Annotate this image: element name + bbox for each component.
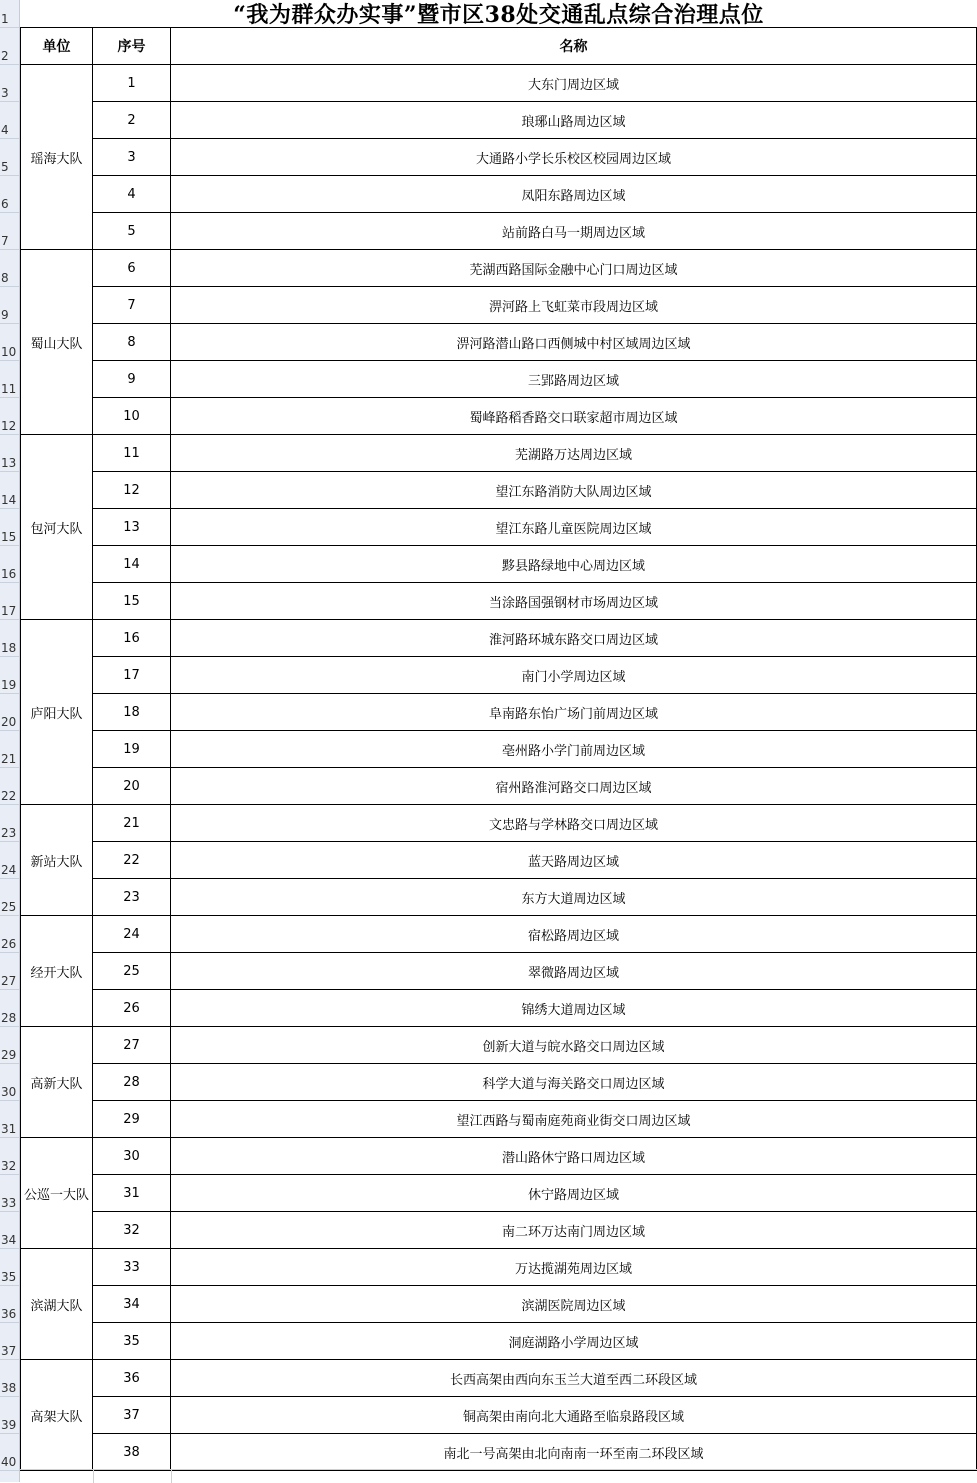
table-row <box>21 139 977 176</box>
name-cell[interactable]: 蓝天路周边区域 <box>171 842 977 879</box>
name-cell[interactable]: 大通路小学长乐校区校园周边区域 <box>171 139 977 176</box>
table-body <box>21 65 977 1471</box>
num-cell[interactable]: 19 <box>93 731 171 768</box>
num-cell[interactable]: 3 <box>93 139 171 176</box>
name-cell[interactable]: 蜀峰路稻香路交口联家超市周边区域 <box>171 398 977 435</box>
num-cell[interactable]: 34 <box>93 1286 171 1323</box>
sheet-title[interactable]: “我为群众办实事”暨市区38处交通乱点综合治理点位 <box>233 2 764 27</box>
num-cell[interactable]: 17 <box>93 657 171 694</box>
name-cell[interactable]: 望江西路与蜀南庭苑商业街交口周边区域 <box>171 1101 977 1138</box>
num-cell[interactable]: 14 <box>93 546 171 583</box>
num-cell[interactable]: 35 <box>93 1323 171 1360</box>
row-number[interactable]: 32 <box>1 1159 17 1173</box>
name-cell[interactable]: 阜南路东怡广场门前周边区域 <box>171 694 977 731</box>
row-number[interactable]: 2 <box>1 49 9 63</box>
num-cell[interactable]: 31 <box>93 1175 171 1212</box>
table-row <box>21 1286 977 1323</box>
table-row <box>21 990 977 1027</box>
name-cell[interactable]: 宿松路周边区域 <box>171 916 977 953</box>
num-cell[interactable]: 5 <box>93 213 171 250</box>
name-cell[interactable]: 南门小学周边区域 <box>171 657 977 694</box>
row-number[interactable]: 22 <box>1 789 17 803</box>
row-number[interactable]: 26 <box>1 937 17 951</box>
table-row <box>21 65 977 102</box>
table-row <box>21 657 977 694</box>
row-number[interactable]: 37 <box>1 1344 17 1358</box>
unit-cell[interactable]: 庐阳大队 <box>21 620 93 805</box>
name-cell[interactable]: 芜湖西路国际金融中心门口周边区域 <box>171 250 977 287</box>
name-cell[interactable]: 淠河路潜山路口西侧城中村区域周边区域 <box>171 324 977 361</box>
row-number[interactable]: 35 <box>1 1270 17 1284</box>
num-cell[interactable]: 16 <box>93 620 171 657</box>
name-cell[interactable]: 亳州路小学门前周边区域 <box>171 731 977 768</box>
table-row <box>21 805 977 842</box>
name-cell[interactable]: 洞庭湖路小学周边区域 <box>171 1323 977 1360</box>
table-row <box>21 583 977 620</box>
num-cell[interactable]: 30 <box>93 1138 171 1175</box>
row-number[interactable]: 33 <box>1 1196 17 1210</box>
row-number[interactable]: 31 <box>1 1122 17 1136</box>
name-cell[interactable]: 芜湖路万达周边区域 <box>171 435 977 472</box>
table-row <box>21 250 977 287</box>
name-cell[interactable]: 科学大道与海关路交口周边区域 <box>171 1064 977 1101</box>
name-cell[interactable]: 当涂路国强钢材市场周边区域 <box>171 583 977 620</box>
table-row <box>21 842 977 879</box>
row-number[interactable]: 29 <box>1 1048 17 1062</box>
name-cell[interactable]: 望江东路消防大队周边区域 <box>171 472 977 509</box>
row-number[interactable]: 40 <box>1 1455 17 1469</box>
row-number[interactable]: 12 <box>1 419 17 433</box>
row-number[interactable]: 34 <box>1 1233 17 1247</box>
table-row <box>21 176 977 213</box>
row-number[interactable]: 18 <box>1 641 17 655</box>
unit-cell[interactable]: 包河大队 <box>21 435 93 620</box>
header-unit[interactable]: 单位 <box>21 28 93 65</box>
num-cell[interactable]: 10 <box>93 398 171 435</box>
num-cell[interactable]: 8 <box>93 324 171 361</box>
table-row <box>21 1323 977 1360</box>
table-row <box>21 361 977 398</box>
name-cell[interactable]: 三郢路周边区域 <box>171 361 977 398</box>
num-cell[interactable]: 11 <box>93 435 171 472</box>
num-cell[interactable]: 27 <box>93 1027 171 1064</box>
name-cell[interactable]: 锦绣大道周边区域 <box>171 990 977 1027</box>
table-row <box>21 398 977 435</box>
num-cell[interactable]: 15 <box>93 583 171 620</box>
header-num[interactable]: 序号 <box>93 28 171 65</box>
table-row <box>21 731 977 768</box>
row-number[interactable]: 28 <box>1 1011 17 1025</box>
name-cell[interactable]: 万达揽湖苑周边区域 <box>171 1249 977 1286</box>
table-row <box>21 509 977 546</box>
data-table <box>20 27 977 1471</box>
table-row <box>21 620 977 657</box>
num-cell[interactable]: 36 <box>93 1360 171 1397</box>
unit-cell[interactable]: 经开大队 <box>21 916 93 1027</box>
name-cell[interactable]: 淮河路环城东路交口周边区域 <box>171 620 977 657</box>
row-number[interactable]: 20 <box>1 715 17 729</box>
name-cell[interactable]: 南北一号高架由北向南南一环至南二环段区域 <box>171 1434 977 1471</box>
num-cell[interactable]: 33 <box>93 1249 171 1286</box>
table-row <box>21 102 977 139</box>
unit-cell[interactable]: 滨湖大队 <box>21 1249 93 1360</box>
table-row <box>21 287 977 324</box>
num-cell[interactable]: 25 <box>93 953 171 990</box>
unit-cell[interactable]: 瑶海大队 <box>21 65 93 250</box>
empty-row[interactable] <box>20 1469 977 1483</box>
row-number[interactable]: 14 <box>1 493 17 507</box>
name-cell[interactable]: 东方大道周边区域 <box>171 879 977 916</box>
row-number[interactable]: 17 <box>1 604 17 618</box>
row-number[interactable]: 23 <box>1 826 17 840</box>
unit-cell[interactable]: 新站大队 <box>21 805 93 916</box>
row-number[interactable]: 39 <box>1 1418 17 1432</box>
num-cell[interactable]: 24 <box>93 916 171 953</box>
num-cell[interactable]: 23 <box>93 879 171 916</box>
num-cell[interactable]: 18 <box>93 694 171 731</box>
row-number[interactable]: 3 <box>1 86 9 100</box>
row-number[interactable]: 21 <box>1 752 17 766</box>
num-cell[interactable]: 28 <box>93 1064 171 1101</box>
row-number[interactable]: 8 <box>1 271 9 285</box>
name-cell[interactable]: 铜高架由南向北大通路至临泉路段区域 <box>171 1397 977 1434</box>
name-cell[interactable]: 大东门周边区域 <box>171 65 977 102</box>
row-number[interactable]: 15 <box>1 530 17 544</box>
table-row <box>21 694 977 731</box>
num-cell[interactable]: 37 <box>93 1397 171 1434</box>
row-number[interactable]: 9 <box>1 308 9 322</box>
table-row <box>21 1027 977 1064</box>
name-cell[interactable]: 滨湖医院周边区域 <box>171 1286 977 1323</box>
name-cell[interactable]: 琅琊山路周边区域 <box>171 102 977 139</box>
table-row <box>21 213 977 250</box>
num-cell[interactable]: 38 <box>93 1434 171 1471</box>
row-number[interactable]: 16 <box>1 567 17 581</box>
table-row <box>21 916 977 953</box>
row-number[interactable]: 10 <box>1 345 17 359</box>
num-cell[interactable]: 1 <box>93 65 171 102</box>
table-row <box>21 953 977 990</box>
row-number[interactable]: 27 <box>1 974 17 988</box>
name-cell[interactable]: 黟县路绿地中心周边区域 <box>171 546 977 583</box>
table-row <box>21 1249 977 1286</box>
row-number[interactable]: 38 <box>1 1381 17 1395</box>
num-cell[interactable]: 20 <box>93 768 171 805</box>
name-cell[interactable]: 站前路白马一期周边区域 <box>171 213 977 250</box>
row-number[interactable]: 13 <box>1 456 17 470</box>
row-number[interactable]: 6 <box>1 197 9 211</box>
row-number[interactable]: 19 <box>1 678 17 692</box>
num-cell[interactable]: 21 <box>93 805 171 842</box>
row-header-column <box>0 0 20 1482</box>
table-row <box>21 879 977 916</box>
num-cell[interactable]: 12 <box>93 472 171 509</box>
num-cell[interactable]: 6 <box>93 250 171 287</box>
name-cell[interactable]: 长西高架由西向东玉兰大道至西二环段区域 <box>171 1360 977 1397</box>
row-number[interactable]: 5 <box>1 160 9 174</box>
table-row <box>21 1397 977 1434</box>
num-cell[interactable]: 29 <box>93 1101 171 1138</box>
table-row <box>21 472 977 509</box>
name-cell[interactable]: 休宁路周边区域 <box>171 1175 977 1212</box>
num-cell[interactable]: 22 <box>93 842 171 879</box>
num-cell[interactable]: 7 <box>93 287 171 324</box>
name-cell[interactable]: 南二环万达南门周边区域 <box>171 1212 977 1249</box>
table-row <box>21 435 977 472</box>
header-name[interactable]: 名称 <box>171 28 977 65</box>
unit-cell[interactable]: 高架大队 <box>21 1360 93 1471</box>
table-row <box>21 1434 977 1471</box>
table-row <box>21 768 977 805</box>
num-cell[interactable]: 32 <box>93 1212 171 1249</box>
table-row <box>21 546 977 583</box>
table-row <box>21 1212 977 1249</box>
num-cell[interactable]: 2 <box>93 102 171 139</box>
name-cell[interactable]: 宿州路淮河路交口周边区域 <box>171 768 977 805</box>
table-row <box>21 1360 977 1397</box>
header-row <box>21 28 977 65</box>
row-number[interactable]: 1 <box>1 12 9 26</box>
name-cell[interactable]: 望江东路儿童医院周边区域 <box>171 509 977 546</box>
row-number[interactable]: 30 <box>1 1085 17 1099</box>
name-cell[interactable]: 淠河路上飞虹菜市段周边区域 <box>171 287 977 324</box>
table-row <box>21 1101 977 1138</box>
row-number[interactable]: 7 <box>1 234 9 248</box>
num-cell[interactable]: 9 <box>93 361 171 398</box>
table-row <box>21 1064 977 1101</box>
name-cell[interactable]: 潜山路休宁路口周边区域 <box>171 1138 977 1175</box>
num-cell[interactable]: 13 <box>93 509 171 546</box>
table-row <box>21 1175 977 1212</box>
unit-cell[interactable]: 蜀山大队 <box>21 250 93 435</box>
name-cell[interactable]: 凤阳东路周边区域 <box>171 176 977 213</box>
num-cell[interactable]: 26 <box>93 990 171 1027</box>
unit-cell[interactable]: 公巡一大队 <box>21 1138 93 1249</box>
num-cell[interactable]: 4 <box>93 176 171 213</box>
table-row <box>21 324 977 361</box>
row-number[interactable]: 24 <box>1 863 17 877</box>
unit-cell[interactable]: 高新大队 <box>21 1027 93 1138</box>
row-number[interactable]: 11 <box>1 382 17 396</box>
name-cell[interactable]: 文忠路与学林路交口周边区域 <box>171 805 977 842</box>
row-number[interactable]: 36 <box>1 1307 17 1321</box>
row-number[interactable]: 4 <box>1 123 9 137</box>
name-cell[interactable]: 创新大道与皖水路交口周边区域 <box>171 1027 977 1064</box>
table-row <box>21 1138 977 1175</box>
row-number[interactable]: 25 <box>1 900 17 914</box>
name-cell[interactable]: 翠微路周边区域 <box>171 953 977 990</box>
